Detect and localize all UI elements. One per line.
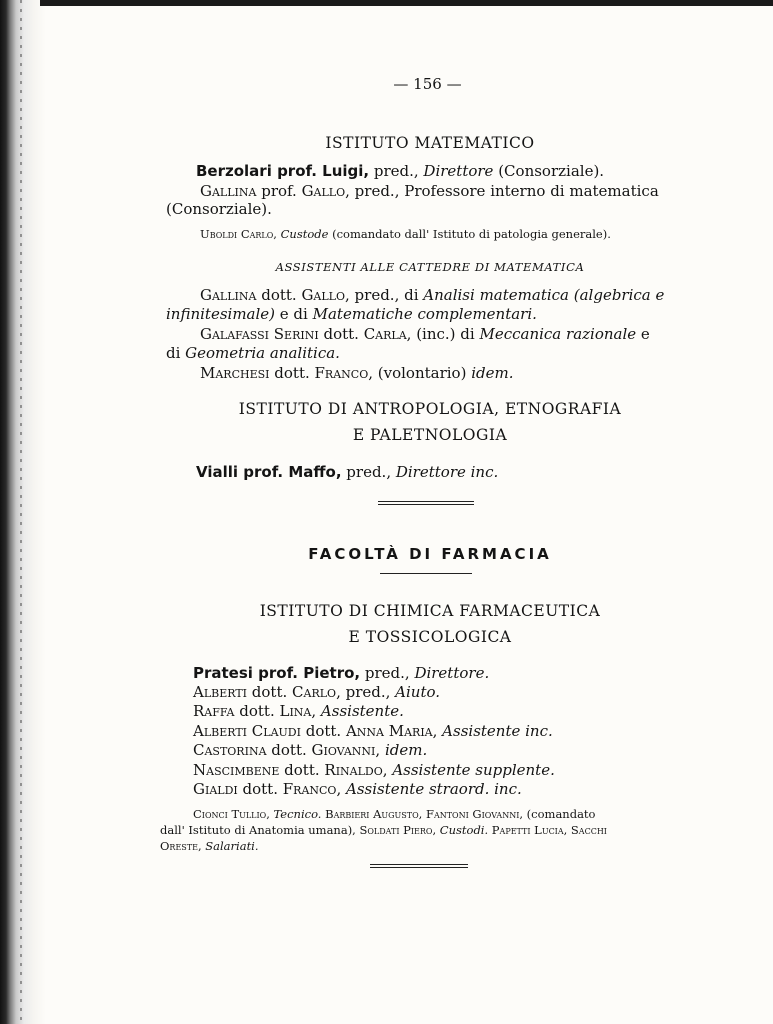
entry-text: (Consorziale).	[493, 162, 605, 180]
entry-name: Cionci Tullio,	[193, 807, 274, 821]
entry-text: , pred., Professore interno di matematica	[345, 182, 659, 200]
entry-uboldi	[200, 225, 611, 243]
entry-name: Gialdi	[193, 780, 238, 798]
entry-name: Alberti Claudi	[193, 722, 301, 740]
entry-text: ,	[375, 741, 385, 759]
page-number: — 156 —	[393, 75, 462, 93]
heading-istituto-chimica-line1: ISTITUTO DI CHIMICA FARMACEUTICA	[259, 602, 601, 620]
entry-role: Custodi.	[439, 823, 489, 837]
entry-text: dott.	[256, 286, 302, 304]
entry-text: di	[166, 344, 186, 362]
heading-istituto-chimica-line2: E TOSSICOLOGICA	[348, 628, 512, 646]
entry-text: ,	[311, 702, 321, 720]
entry-text: e di	[275, 305, 313, 323]
book-binding-edge	[0, 0, 46, 1024]
entry-marchesi	[200, 364, 513, 382]
entry-role: idem.	[384, 741, 428, 759]
entry-name: Barbieri Augusto, Fantoni Giovanni,	[321, 807, 524, 821]
entry-text: pred.,	[369, 162, 424, 180]
entry-castorina	[193, 741, 427, 759]
entry-text: dott.	[279, 761, 325, 779]
entry-name: Franco	[314, 364, 369, 382]
entry-galafassi-line1	[200, 325, 650, 343]
entry-text: ,	[336, 780, 346, 798]
entry-name: Vialli prof. Maffo,	[196, 463, 342, 481]
entry-text: dott.	[237, 780, 283, 798]
entry-role: Assistente supplente.	[392, 761, 555, 779]
entry-text: dall' Istituto di Anatomia umana),	[160, 823, 360, 837]
entry-name: Uboldi Carlo,	[200, 227, 281, 241]
entry-text: , pred., di	[345, 286, 424, 304]
heading-istituto-matematico: ISTITUTO MATEMATICO	[325, 134, 535, 152]
entry-text: e	[636, 325, 650, 343]
entry-role: infinitesimale)	[166, 305, 276, 323]
entry-text: ,	[382, 761, 393, 779]
entry-name: Rinaldo	[324, 761, 383, 779]
entry-gallina-line2: (Consorziale).	[166, 200, 272, 218]
entry-name: Berzolari prof. Luigi,	[196, 162, 370, 180]
entry-text: (comandato dall' Istituto di patologia generale).	[328, 227, 611, 241]
page-top-edge	[40, 0, 773, 6]
heading-underline	[380, 573, 472, 574]
entry-berzolari	[196, 162, 604, 180]
entry-role: Meccanica razionale	[479, 325, 637, 343]
entry-text: , (inc.) di	[406, 325, 480, 343]
entry-gallina-line1	[200, 182, 659, 200]
subheading-assistenti: ASSISTENTI ALLE CATTEDRE DI MATEMATICA	[275, 260, 585, 274]
entry-text: prof.	[256, 182, 302, 200]
entry-galafassi-line2	[166, 344, 340, 362]
entry-text: (comandato	[523, 807, 596, 821]
entry-name: Gallo	[301, 286, 346, 304]
entry-text: pred.,	[341, 463, 396, 481]
entry-role: Assistente straord. inc.	[346, 780, 522, 798]
entry-role: Direttore.	[414, 664, 490, 682]
entry-text: , pred.,	[336, 683, 396, 701]
entry-role: Analisi matematica (algebrica e	[423, 286, 665, 304]
entry-name: Papetti Lucia, Sacchi	[488, 823, 607, 837]
entry-name: Gallina	[200, 286, 257, 304]
entry-role: Salariati.	[205, 839, 259, 853]
entry-pratesi	[193, 664, 489, 682]
entry-raffa	[193, 702, 404, 720]
entry-name: Marchesi	[200, 364, 270, 382]
entry-name: Soldati Piero,	[359, 823, 440, 837]
entry-name: Alberti	[193, 683, 248, 701]
entry-gallina-assistente-line1	[200, 286, 664, 304]
entry-text: dott.	[234, 702, 280, 720]
entry-name: Giovanni	[311, 741, 376, 759]
entry-text: dott.	[247, 683, 293, 701]
entry-role: Matematiche complementari.	[312, 305, 537, 323]
entry-gallina-assistente-line2	[166, 305, 537, 323]
entry-name: Carla	[363, 325, 407, 343]
entry-name: Pratesi prof. Pietro,	[193, 664, 361, 682]
entry-text: dott.	[269, 364, 315, 382]
section-divider	[370, 864, 468, 868]
section-divider	[378, 501, 474, 505]
entry-name: Oreste,	[160, 839, 206, 853]
heading-istituto-antropologia-line2: E PALETNOLOGIA	[352, 426, 508, 444]
entry-name: Castorina	[193, 741, 267, 759]
entry-role: idem.	[471, 364, 514, 382]
entry-role: Assistente.	[320, 702, 404, 720]
entry-name: Lina	[279, 702, 312, 720]
entry-name: Gallina	[200, 182, 257, 200]
entry-text: dott.	[318, 325, 364, 343]
entry-role: Geometria analitica.	[185, 344, 340, 362]
entry-text: ,	[432, 722, 443, 740]
entry-text: dott.	[266, 741, 312, 759]
entry-alberti	[193, 683, 440, 701]
entry-nascimbene	[193, 761, 555, 779]
entry-role: Direttore	[423, 162, 494, 180]
entry-name: Gallo	[301, 182, 346, 200]
heading-facolta-farmacia: FACOLTÀ DI FARMACIA	[308, 545, 552, 563]
entry-staff-line3	[160, 837, 259, 855]
entry-name: Carlo	[292, 683, 337, 701]
entry-alberti-claudi	[193, 722, 553, 740]
entry-name: Raffa	[193, 702, 235, 720]
entry-gialdi	[193, 780, 522, 798]
entry-role: Custode	[280, 227, 329, 241]
entry-text: dott.	[300, 722, 346, 740]
entry-name: Anna Maria	[345, 722, 433, 740]
entry-role: Aiuto.	[395, 683, 441, 701]
entry-text: , (volontario)	[368, 364, 472, 382]
entry-name: Nascimbene	[193, 761, 280, 779]
entry-text: pred.,	[360, 664, 415, 682]
heading-istituto-antropologia-line1: ISTITUTO DI ANTROPOLOGIA, ETNOGRAFIA	[238, 400, 622, 418]
entry-role: Assistente inc.	[442, 722, 553, 740]
entry-name: Franco	[282, 780, 337, 798]
entry-role: Direttore inc.	[395, 463, 499, 481]
entry-name: Galafassi Serini	[200, 325, 319, 343]
entry-role: Tecnico.	[273, 807, 322, 821]
entry-vialli	[196, 463, 498, 481]
